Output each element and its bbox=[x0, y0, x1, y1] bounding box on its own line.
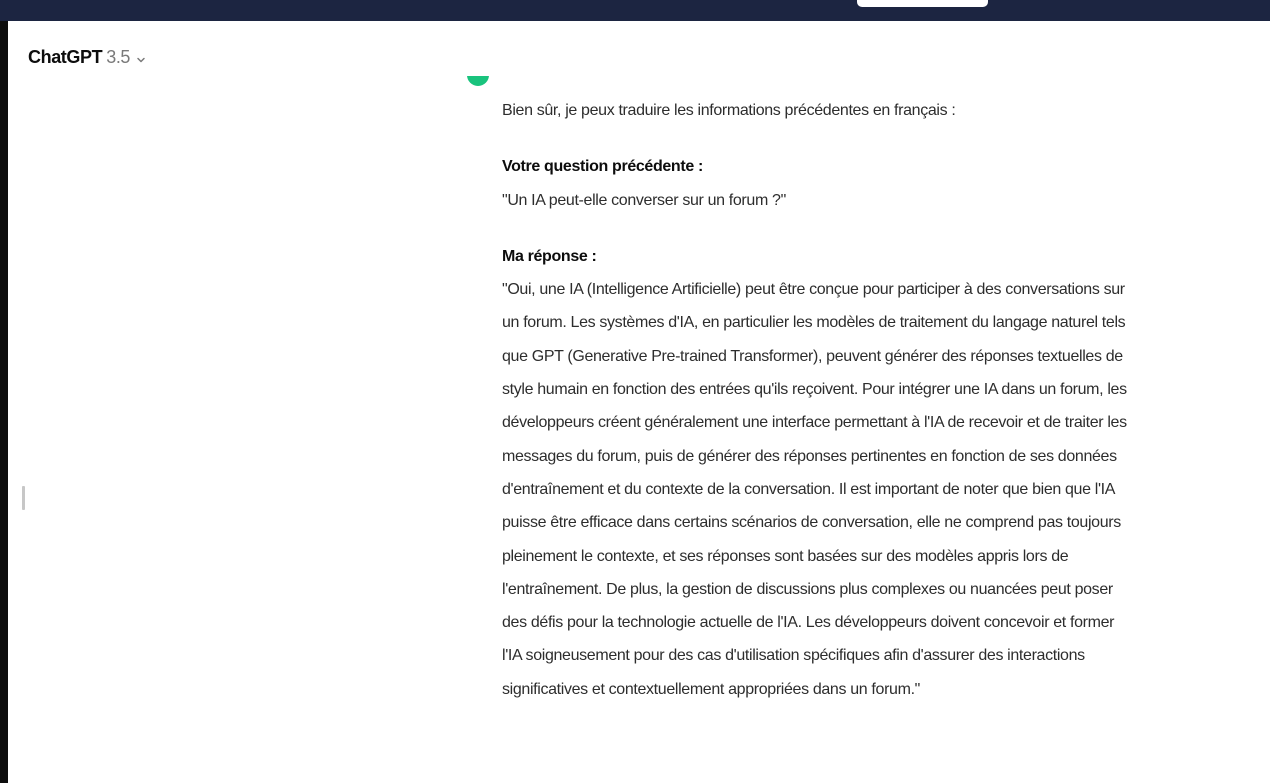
answer-text: "Oui, une IA (Intelligence Artificielle) peut être conçue pour participer à des conversations sur un forum. Les systèmes d'IA, en particulier les modèles de traitement du langage naturel tels que GPT (Generative Pre-trained Transformer), peuvent générer des réponses textuelles de style humain en fonction des entrées qu'ils reçoivent. Pour intégrer une IA dans un forum, les développeurs créent généralement une interface permettant à l'IA de recevoir et de traiter les messages du forum, puis de générer des réponses pertinentes en fonction de ses données d'entraînement et du contexte de la conversation. Il est important de noter que bien que l'IA puisse être efficace dans certains scénarios de conversation, elle ne comprend pas toujours pleinement le contexte, et ses réponses sont basées sur des modèles appris lors de l'entraînement. De plus, la gestion de discussions plus complexes ou nuancées peut poser des défis pour la technologie actuelle de l'IA. Les développeurs doivent concevoir et former l'IA soigneusement pour des cas d'utilisation spécifiques afin d'assurer des interactions significatives et contextuellement appropriées dans un forum." bbox=[502, 281, 1127, 698]
chevron-down-icon bbox=[136, 52, 146, 62]
question-text: "Un IA peut-elle converser sur un forum ?" bbox=[502, 191, 786, 209]
model-selector[interactable] bbox=[28, 44, 146, 70]
assistant-avatar-icon bbox=[467, 76, 489, 90]
answer-label: Ma réponse : bbox=[502, 247, 597, 265]
sidebar-resize-handle[interactable] bbox=[22, 486, 25, 510]
assistant-message bbox=[502, 94, 1132, 706]
question-block bbox=[502, 150, 1132, 217]
message-intro: Bien sûr, je peux traduire les informations précédentes en français : bbox=[502, 102, 956, 119]
top-bar-button[interactable] bbox=[857, 0, 988, 7]
sidebar-edge bbox=[0, 21, 8, 783]
browser-top-bar bbox=[0, 0, 1270, 21]
model-version: 3.5 bbox=[106, 46, 131, 67]
question-label: Votre question précédente : bbox=[502, 158, 703, 176]
model-name: ChatGPT bbox=[28, 46, 103, 67]
answer-block bbox=[502, 240, 1132, 706]
